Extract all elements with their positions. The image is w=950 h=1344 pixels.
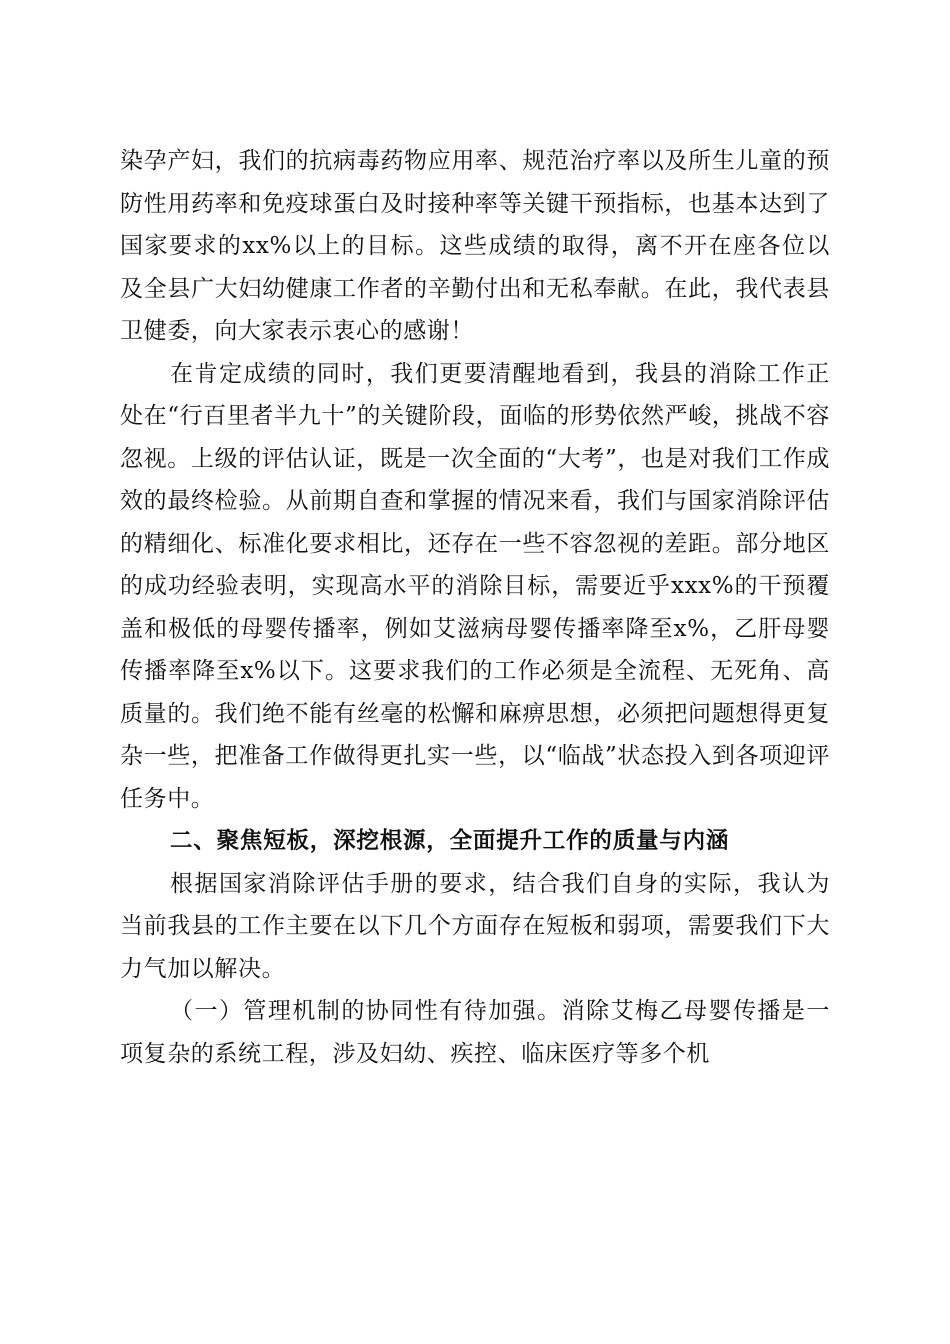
paragraph-3: 根据国家消除评估手册的要求，结合我们自身的实际，我认为当前我县的工作主要在以下几个方面存在短板和弱项，需要我们下大力气加以解决。 (120, 870, 830, 982)
paragraph-2: 在肯定成绩的同时，我们更要清醒地看到，我县的消除工作正处在“行百里者半九十”的关键阶段，面临的形势依然严峻，挑战不容忽视。上级的评估认证，既是一次全面的“大考”，也是对我们工作成效的最终检验。从前期自查和掌握的情况来看，我们与国家消除评估的精细化、标准化要求相比，还存在一些不容忽视的差距。部分地区的成功经验表明，实现高水平的消除目标，需要近乎xxx%的干预覆盖和极低的母婴传播率，例如艾滋病母婴传播率降至x%，乙肝母婴传播率降至x%以下。这要求我们的工作必须是全流程、无死角、高质量的。我们绝不能有丝毫的松懈和麻痹思想，必须把问题想得更复杂一些，把准备工作做得更扎实一些，以“临战”状态投入到各项迎评任务中。 (120, 360, 830, 812)
subsection-title: （一）管理机制的协同性有待加强。 (170, 998, 562, 1024)
subsection-text: 消除艾梅乙母婴传播是一项复杂的系统工程，涉及妇幼、疾控、临床医疗等多个机 (120, 998, 830, 1067)
section-heading: 二、聚焦短板，深挖根源，全面提升工作的质量与内涵 (170, 828, 730, 854)
paragraph-4 (120, 990, 830, 1075)
paragraph-1: 染孕产妇，我们的抗病毒药物应用率、规范治疗率以及所生儿童的预防性用药率和免疫球蛋白及时接种率等关键干预指标，也基本达到了国家要求的xx%以上的目标。这些成绩的取得，离不开在座各位以及全县广大妇幼健康工作者的辛勤付出和无私奉献。在此，我代表县卫健委，向大家表示衷心的感谢！ (120, 148, 830, 344)
document-page (120, 140, 830, 1075)
